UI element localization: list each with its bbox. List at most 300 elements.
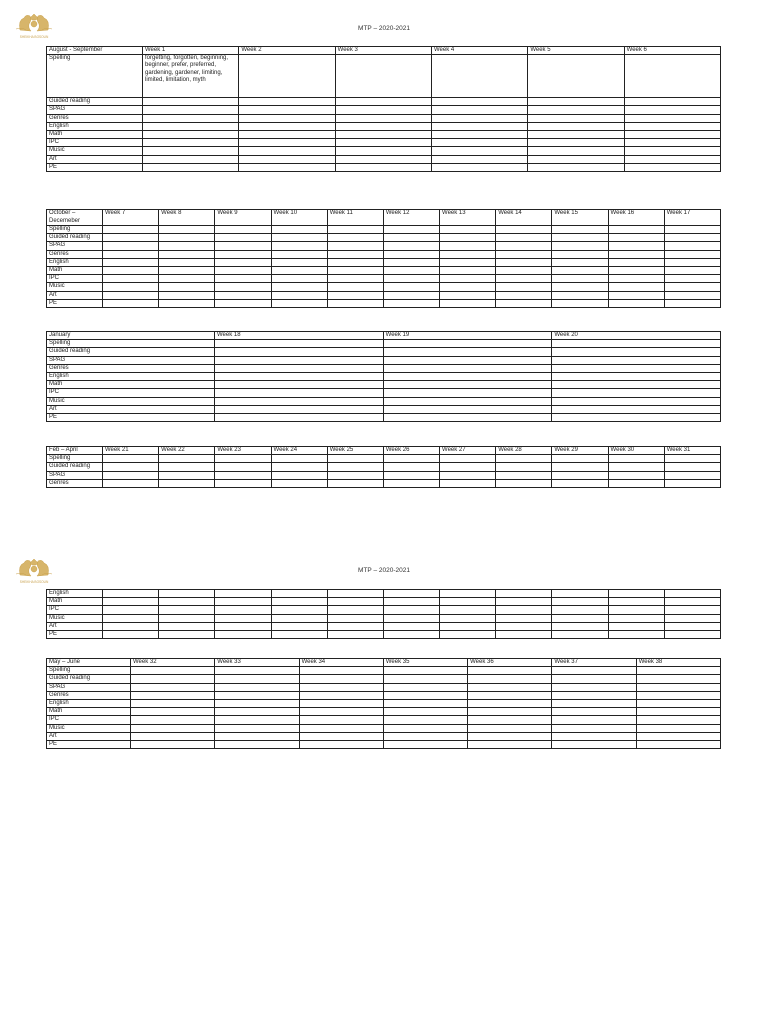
table-cell[interactable]	[664, 275, 720, 283]
table-cell[interactable]	[608, 598, 664, 606]
table-cell[interactable]	[552, 250, 608, 258]
table-cell[interactable]	[327, 463, 383, 471]
table-cell[interactable]	[552, 675, 636, 683]
table-cell[interactable]	[431, 106, 527, 114]
table-cell[interactable]	[159, 275, 215, 283]
table-cell[interactable]	[468, 732, 552, 740]
table-cell[interactable]	[383, 397, 552, 405]
table-cell[interactable]	[383, 364, 552, 372]
table-cell[interactable]	[552, 732, 636, 740]
table-cell[interactable]	[608, 631, 664, 639]
table-cell[interactable]	[271, 614, 327, 622]
table-cell[interactable]	[552, 234, 608, 242]
table-cell[interactable]	[624, 163, 720, 171]
table-cell[interactable]	[431, 139, 527, 147]
table-cell[interactable]	[552, 340, 721, 348]
table-cell[interactable]	[664, 242, 720, 250]
table-cell[interactable]	[215, 631, 271, 639]
table-cell[interactable]	[103, 275, 159, 283]
table-cell[interactable]	[440, 234, 496, 242]
table-cell[interactable]	[664, 622, 720, 630]
table-cell[interactable]	[239, 131, 335, 139]
table-cell[interactable]	[131, 691, 215, 699]
table-cell[interactable]	[383, 414, 552, 422]
table-cell[interactable]	[664, 590, 720, 598]
table-cell[interactable]	[143, 131, 239, 139]
table-cell[interactable]	[271, 299, 327, 307]
table-cell[interactable]	[131, 683, 215, 691]
table-cell[interactable]	[103, 455, 159, 463]
table-cell[interactable]	[383, 340, 552, 348]
table-cell[interactable]	[383, 275, 439, 283]
table-cell[interactable]	[215, 381, 384, 389]
table-cell[interactable]	[552, 283, 608, 291]
table-cell[interactable]	[440, 471, 496, 479]
table-cell[interactable]	[383, 691, 467, 699]
table-cell[interactable]	[215, 590, 271, 598]
table-cell[interactable]	[299, 732, 383, 740]
table-cell[interactable]	[608, 590, 664, 598]
table-cell[interactable]	[468, 741, 552, 749]
table-cell[interactable]	[215, 373, 384, 381]
table-cell[interactable]	[608, 299, 664, 307]
table-cell[interactable]	[496, 242, 552, 250]
table-cell[interactable]	[528, 155, 624, 163]
table-cell[interactable]	[215, 463, 271, 471]
table-cell[interactable]	[608, 479, 664, 487]
table-cell[interactable]	[131, 667, 215, 675]
table-cell[interactable]	[103, 291, 159, 299]
table-cell[interactable]	[383, 683, 467, 691]
table-cell[interactable]	[528, 131, 624, 139]
table-cell[interactable]	[131, 732, 215, 740]
table-cell[interactable]	[552, 381, 721, 389]
table-cell[interactable]	[440, 283, 496, 291]
table-cell[interactable]	[103, 631, 159, 639]
table-cell[interactable]	[383, 741, 467, 749]
table-cell[interactable]	[159, 234, 215, 242]
table-cell[interactable]	[431, 55, 527, 98]
table-cell[interactable]	[383, 250, 439, 258]
table-cell[interactable]	[552, 463, 608, 471]
table-cell[interactable]	[552, 708, 636, 716]
table-cell[interactable]	[271, 631, 327, 639]
table-cell[interactable]	[239, 122, 335, 130]
table-cell[interactable]	[271, 622, 327, 630]
table-cell[interactable]	[608, 291, 664, 299]
table-cell[interactable]	[664, 598, 720, 606]
table-cell[interactable]	[159, 250, 215, 258]
table-cell[interactable]	[552, 455, 608, 463]
table-cell[interactable]	[299, 716, 383, 724]
table-cell[interactable]	[608, 455, 664, 463]
table-cell[interactable]	[440, 622, 496, 630]
table-cell[interactable]	[103, 283, 159, 291]
table-cell[interactable]	[215, 234, 271, 242]
table-cell[interactable]	[271, 226, 327, 234]
table-cell[interactable]	[496, 606, 552, 614]
table-cell[interactable]	[440, 250, 496, 258]
table-cell[interactable]	[335, 155, 431, 163]
table-cell[interactable]	[299, 675, 383, 683]
table-cell[interactable]	[664, 631, 720, 639]
table-cell[interactable]	[440, 463, 496, 471]
table-cell[interactable]	[552, 414, 721, 422]
table-cell[interactable]	[552, 590, 608, 598]
table-cell[interactable]	[335, 122, 431, 130]
table-cell[interactable]	[215, 405, 384, 413]
table-cell[interactable]	[215, 397, 384, 405]
table-cell[interactable]	[624, 155, 720, 163]
table-cell[interactable]	[552, 299, 608, 307]
table-cell[interactable]	[159, 471, 215, 479]
table-cell[interactable]	[215, 340, 384, 348]
table-cell[interactable]	[636, 716, 720, 724]
table-cell[interactable]	[215, 242, 271, 250]
table-cell[interactable]	[335, 163, 431, 171]
table-cell[interactable]	[103, 250, 159, 258]
table-cell[interactable]	[528, 106, 624, 114]
table-cell[interactable]	[327, 598, 383, 606]
table-cell[interactable]	[440, 606, 496, 614]
table-cell[interactable]	[215, 364, 384, 372]
table-cell[interactable]	[624, 55, 720, 98]
table-cell[interactable]	[440, 455, 496, 463]
table-cell[interactable]	[215, 455, 271, 463]
table-cell[interactable]	[383, 598, 439, 606]
table-cell[interactable]	[215, 708, 299, 716]
table-cell[interactable]	[608, 614, 664, 622]
table-cell[interactable]	[327, 614, 383, 622]
table-cell[interactable]	[636, 700, 720, 708]
table-cell[interactable]	[131, 700, 215, 708]
table-cell[interactable]	[131, 724, 215, 732]
table-cell[interactable]	[327, 590, 383, 598]
table-cell[interactable]	[552, 373, 721, 381]
table-cell[interactable]	[239, 106, 335, 114]
table-cell[interactable]	[496, 283, 552, 291]
table-cell[interactable]	[496, 590, 552, 598]
table-cell[interactable]	[271, 283, 327, 291]
table-cell[interactable]	[636, 675, 720, 683]
table-cell[interactable]	[215, 691, 299, 699]
table-cell[interactable]	[636, 708, 720, 716]
table-cell[interactable]	[608, 250, 664, 258]
table-cell[interactable]	[608, 622, 664, 630]
table-cell[interactable]	[103, 299, 159, 307]
table-cell[interactable]	[440, 226, 496, 234]
table-cell[interactable]	[239, 163, 335, 171]
table-cell[interactable]	[383, 708, 467, 716]
table-cell[interactable]	[496, 471, 552, 479]
table-cell[interactable]	[215, 471, 271, 479]
table-cell[interactable]	[664, 455, 720, 463]
table-cell[interactable]	[468, 675, 552, 683]
table-cell[interactable]	[143, 98, 239, 106]
table-cell[interactable]	[143, 163, 239, 171]
table-cell[interactable]	[103, 614, 159, 622]
table-cell[interactable]	[159, 590, 215, 598]
table-cell[interactable]	[552, 364, 721, 372]
table-cell[interactable]	[299, 724, 383, 732]
table-cell[interactable]	[552, 275, 608, 283]
table-cell[interactable]	[608, 258, 664, 266]
table-cell[interactable]	[552, 691, 636, 699]
table-cell[interactable]	[159, 291, 215, 299]
table-cell[interactable]	[608, 606, 664, 614]
spelling-words-cell[interactable]: forgetting, forgotten, beginning, beginner, prefer, preferred, gardening, gardener, limiting, limited, limitation, myth	[143, 55, 239, 98]
table-cell[interactable]	[383, 283, 439, 291]
table-cell[interactable]	[215, 267, 271, 275]
table-cell[interactable]	[383, 373, 552, 381]
table-cell[interactable]	[552, 348, 721, 356]
table-cell[interactable]	[468, 700, 552, 708]
table-cell[interactable]	[440, 614, 496, 622]
table-cell[interactable]	[239, 139, 335, 147]
table-cell[interactable]	[496, 291, 552, 299]
table-cell[interactable]	[496, 455, 552, 463]
table-cell[interactable]	[624, 139, 720, 147]
table-cell[interactable]	[624, 147, 720, 155]
table-cell[interactable]	[383, 242, 439, 250]
table-cell[interactable]	[103, 258, 159, 266]
table-cell[interactable]	[271, 275, 327, 283]
table-cell[interactable]	[528, 122, 624, 130]
table-cell[interactable]	[215, 356, 384, 364]
table-cell[interactable]	[327, 242, 383, 250]
table-cell[interactable]	[215, 414, 384, 422]
table-cell[interactable]	[143, 147, 239, 155]
table-cell[interactable]	[299, 741, 383, 749]
table-cell[interactable]	[159, 631, 215, 639]
table-cell[interactable]	[159, 622, 215, 630]
table-cell[interactable]	[440, 267, 496, 275]
table-cell[interactable]	[327, 299, 383, 307]
table-cell[interactable]	[143, 139, 239, 147]
table-cell[interactable]	[552, 397, 721, 405]
table-cell[interactable]	[664, 463, 720, 471]
table-cell[interactable]	[552, 479, 608, 487]
table-cell[interactable]	[327, 250, 383, 258]
table-cell[interactable]	[383, 381, 552, 389]
table-cell[interactable]	[215, 250, 271, 258]
table-cell[interactable]	[636, 691, 720, 699]
table-cell[interactable]	[327, 226, 383, 234]
table-cell[interactable]	[239, 155, 335, 163]
table-cell[interactable]	[103, 606, 159, 614]
table-cell[interactable]	[215, 716, 299, 724]
table-cell[interactable]	[383, 590, 439, 598]
table-cell[interactable]	[143, 114, 239, 122]
table-cell[interactable]	[552, 622, 608, 630]
table-cell[interactable]	[327, 631, 383, 639]
table-cell[interactable]	[636, 667, 720, 675]
table-cell[interactable]	[131, 708, 215, 716]
table-cell[interactable]	[327, 471, 383, 479]
table-cell[interactable]	[383, 471, 439, 479]
table-cell[interactable]	[468, 708, 552, 716]
table-cell[interactable]	[440, 590, 496, 598]
table-cell[interactable]	[327, 267, 383, 275]
table-cell[interactable]	[383, 667, 467, 675]
table-cell[interactable]	[383, 631, 439, 639]
table-cell[interactable]	[383, 622, 439, 630]
table-cell[interactable]	[159, 455, 215, 463]
table-cell[interactable]	[215, 479, 271, 487]
table-cell[interactable]	[431, 122, 527, 130]
table-cell[interactable]	[440, 598, 496, 606]
table-cell[interactable]	[440, 275, 496, 283]
table-cell[interactable]	[431, 114, 527, 122]
table-cell[interactable]	[552, 700, 636, 708]
table-cell[interactable]	[335, 147, 431, 155]
table-cell[interactable]	[215, 258, 271, 266]
table-cell[interactable]	[608, 226, 664, 234]
table-cell[interactable]	[103, 226, 159, 234]
table-cell[interactable]	[552, 614, 608, 622]
table-cell[interactable]	[496, 267, 552, 275]
table-cell[interactable]	[215, 700, 299, 708]
table-cell[interactable]	[239, 98, 335, 106]
table-cell[interactable]	[271, 267, 327, 275]
table-cell[interactable]	[215, 275, 271, 283]
table-cell[interactable]	[624, 122, 720, 130]
table-cell[interactable]	[431, 155, 527, 163]
table-cell[interactable]	[271, 463, 327, 471]
table-cell[interactable]	[468, 724, 552, 732]
table-cell[interactable]	[624, 131, 720, 139]
table-cell[interactable]	[335, 55, 431, 98]
table-cell[interactable]	[636, 683, 720, 691]
table-cell[interactable]	[271, 455, 327, 463]
table-cell[interactable]	[103, 590, 159, 598]
table-cell[interactable]	[327, 606, 383, 614]
table-cell[interactable]	[608, 267, 664, 275]
table-cell[interactable]	[552, 389, 721, 397]
table-cell[interactable]	[159, 267, 215, 275]
table-cell[interactable]	[664, 267, 720, 275]
table-cell[interactable]	[552, 356, 721, 364]
table-cell[interactable]	[131, 675, 215, 683]
table-cell[interactable]	[440, 299, 496, 307]
table-cell[interactable]	[159, 258, 215, 266]
table-cell[interactable]	[131, 716, 215, 724]
table-cell[interactable]	[327, 275, 383, 283]
table-cell[interactable]	[608, 234, 664, 242]
table-cell[interactable]	[440, 631, 496, 639]
table-cell[interactable]	[271, 258, 327, 266]
table-cell[interactable]	[608, 463, 664, 471]
table-cell[interactable]	[496, 275, 552, 283]
table-cell[interactable]	[383, 463, 439, 471]
table-cell[interactable]	[103, 267, 159, 275]
table-cell[interactable]	[103, 598, 159, 606]
table-cell[interactable]	[431, 131, 527, 139]
table-cell[interactable]	[271, 598, 327, 606]
table-cell[interactable]	[383, 299, 439, 307]
table-cell[interactable]	[440, 242, 496, 250]
table-cell[interactable]	[159, 606, 215, 614]
table-cell[interactable]	[383, 724, 467, 732]
table-cell[interactable]	[103, 479, 159, 487]
table-cell[interactable]	[327, 291, 383, 299]
table-cell[interactable]	[383, 258, 439, 266]
table-cell[interactable]	[335, 106, 431, 114]
table-cell[interactable]	[636, 741, 720, 749]
table-cell[interactable]	[215, 683, 299, 691]
table-cell[interactable]	[664, 283, 720, 291]
table-cell[interactable]	[159, 598, 215, 606]
table-cell[interactable]	[215, 226, 271, 234]
table-cell[interactable]	[143, 122, 239, 130]
table-cell[interactable]	[552, 724, 636, 732]
table-cell[interactable]	[664, 250, 720, 258]
table-cell[interactable]	[528, 147, 624, 155]
table-cell[interactable]	[327, 622, 383, 630]
table-cell[interactable]	[215, 732, 299, 740]
table-cell[interactable]	[552, 667, 636, 675]
table-cell[interactable]	[440, 291, 496, 299]
table-cell[interactable]	[528, 98, 624, 106]
table-cell[interactable]	[335, 139, 431, 147]
table-cell[interactable]	[383, 226, 439, 234]
table-cell[interactable]	[552, 741, 636, 749]
table-cell[interactable]	[215, 348, 384, 356]
table-cell[interactable]	[159, 299, 215, 307]
table-cell[interactable]	[496, 463, 552, 471]
table-cell[interactable]	[636, 724, 720, 732]
table-cell[interactable]	[496, 614, 552, 622]
table-cell[interactable]	[327, 258, 383, 266]
table-cell[interactable]	[215, 675, 299, 683]
table-cell[interactable]	[271, 250, 327, 258]
table-cell[interactable]	[552, 226, 608, 234]
table-cell[interactable]	[335, 114, 431, 122]
table-cell[interactable]	[239, 55, 335, 98]
table-cell[interactable]	[271, 234, 327, 242]
table-cell[interactable]	[215, 724, 299, 732]
table-cell[interactable]	[383, 356, 552, 364]
table-cell[interactable]	[159, 283, 215, 291]
table-cell[interactable]	[299, 708, 383, 716]
table-cell[interactable]	[624, 98, 720, 106]
table-cell[interactable]	[383, 614, 439, 622]
table-cell[interactable]	[335, 131, 431, 139]
table-cell[interactable]	[159, 242, 215, 250]
table-cell[interactable]	[299, 683, 383, 691]
table-cell[interactable]	[271, 471, 327, 479]
table-cell[interactable]	[159, 614, 215, 622]
table-cell[interactable]	[215, 598, 271, 606]
table-cell[interactable]	[215, 291, 271, 299]
table-cell[interactable]	[143, 155, 239, 163]
table-cell[interactable]	[552, 258, 608, 266]
table-cell[interactable]	[468, 691, 552, 699]
table-cell[interactable]	[383, 405, 552, 413]
table-cell[interactable]	[271, 242, 327, 250]
table-cell[interactable]	[271, 606, 327, 614]
table-cell[interactable]	[215, 622, 271, 630]
table-cell[interactable]	[528, 55, 624, 98]
table-cell[interactable]	[664, 258, 720, 266]
table-cell[interactable]	[528, 114, 624, 122]
table-cell[interactable]	[327, 283, 383, 291]
table-cell[interactable]	[383, 389, 552, 397]
table-cell[interactable]	[383, 675, 467, 683]
table-cell[interactable]	[496, 234, 552, 242]
table-cell[interactable]	[271, 479, 327, 487]
table-cell[interactable]	[383, 716, 467, 724]
